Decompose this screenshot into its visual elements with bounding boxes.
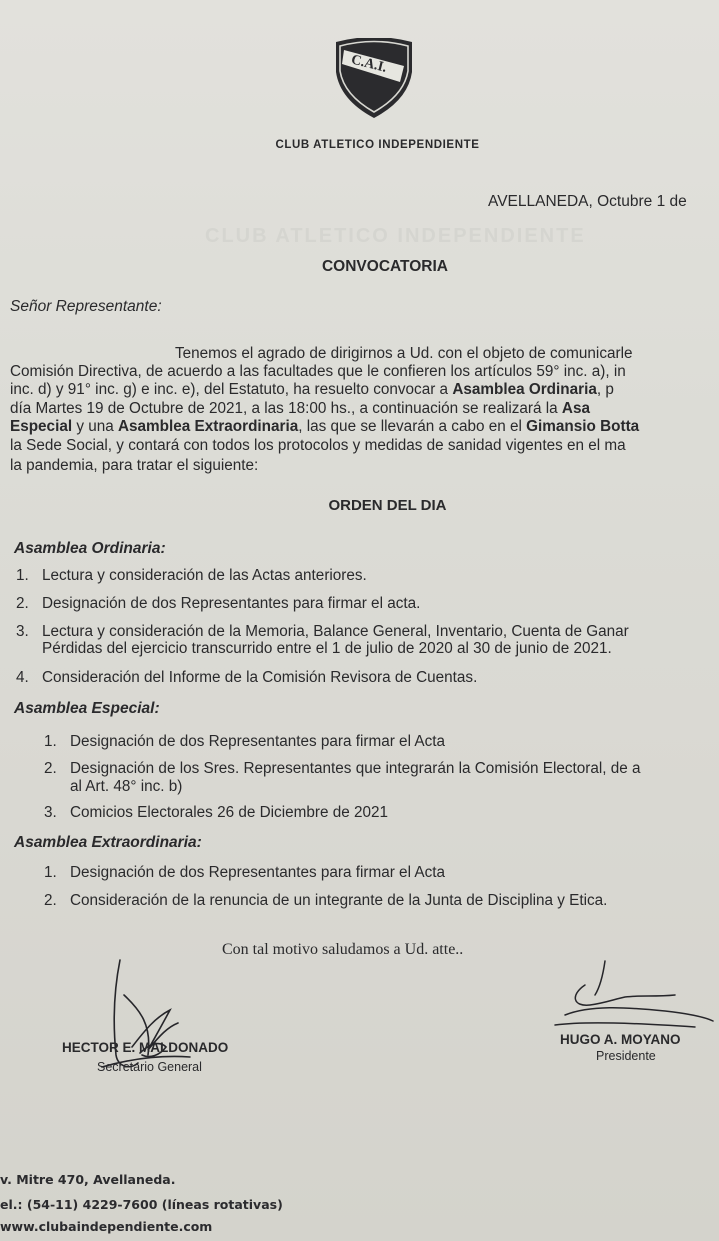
body-line-7: la pandemia, para tratar el siguiente: — [10, 457, 259, 474]
footer-address: v. Mitre 470, Avellaneda. — [0, 1172, 176, 1187]
body-line-1: Tenemos el agrado de dirigirnos a Ud. con el objeto de comunicarle — [175, 345, 633, 362]
body-line-6: la Sede Social, y contará con todos los protocolos y medidas de sanidad vigentes en el ma — [10, 437, 626, 454]
section-extraordinaria-heading: Asamblea Extraordinaria: — [14, 834, 202, 851]
list-item: 4. Consideración del Informe de la Comisión Revisora de Cuentas. — [16, 669, 478, 686]
secretary-name: HECTOR E. MALDONADO — [62, 1040, 229, 1055]
signature-left — [90, 955, 200, 1075]
section-ordinaria-heading: Asamblea Ordinaria: — [14, 540, 166, 557]
signature-right — [545, 955, 715, 1035]
list-item: 3. Comicios Electorales 26 de Diciembre de 2021 — [44, 804, 388, 821]
document-title: CONVOCATORIA — [321, 258, 448, 275]
president-role: Presidente — [596, 1049, 656, 1063]
body-line-5: Especial y una Asamblea Extraordinaria, las que se llevarán a cabo en el Gimansio Botta — [10, 418, 640, 435]
list-item: 3. Lectura y consideración de la Memoria, Balance General, Inventario, Cuenta de Ganar — [16, 623, 629, 640]
footer-website: www.clubaindependiente.com — [0, 1219, 213, 1234]
section-especial-heading: Asamblea Especial: — [14, 700, 160, 717]
list-item: 2. Consideración de la renuncia de un integrante de la Junta de Disciplina y Etica. — [44, 892, 608, 909]
svg-text:C.A.I.: C.A.I. — [349, 52, 389, 76]
list-item: 1. Designación de dos Representantes para firmar el Acta — [44, 733, 445, 750]
list-item: 2. Designación de los Sres. Representantes que integrarán la Comisión Electoral, de a — [44, 760, 641, 777]
list-item: 1. Designación de dos Representantes para firmar el Acta — [44, 864, 445, 881]
president-name: HUGO A. MOYANO — [560, 1032, 681, 1047]
secretary-role: Secretario General — [97, 1060, 202, 1074]
salutation: Señor Representante: — [10, 298, 162, 315]
list-item-continuation: Pérdidas del ejercicio transcurrido entre el 1 de julio de 2020 al 30 de junio de 2021. — [42, 640, 612, 657]
body-line-4: día Martes 19 de Octubre de 2021, a las 18:00 hs., a continuación se realizará la Asa — [10, 400, 590, 417]
body-line-3: inc. d) y 91° inc. g) e inc. e), del Estatuto, ha resuelto convocar a Asamblea Ordinaria, p — [10, 381, 614, 398]
club-crest-logo — [330, 38, 418, 122]
body-line-2: Comisión Directiva, de acuerdo a las facultades que le confieren los artículos 59° inc. a), in — [10, 363, 626, 380]
footer-phone: el.: (54-11) 4229-7600 (líneas rotativas) — [0, 1197, 283, 1212]
list-item-continuation: al Art. 48° inc. b) — [70, 778, 183, 795]
watermark-bleedthrough: CLUB ATLETICO INDEPENDIENTE — [205, 225, 586, 247]
orden-del-dia-title: ORDEN DEL DIA — [328, 497, 447, 514]
closing-line: Con tal motivo saludamos a Ud. atte.. — [222, 941, 464, 958]
club-name: CLUB ATLETICO INDEPENDIENTE — [275, 139, 480, 151]
place-date: AVELLANEDA, Octubre 1 de — [488, 193, 687, 210]
list-item: 2. Designación de dos Representantes para firmar el acta. — [16, 595, 421, 612]
list-item: 1. Lectura y consideración de las Actas anteriores. — [16, 567, 367, 584]
